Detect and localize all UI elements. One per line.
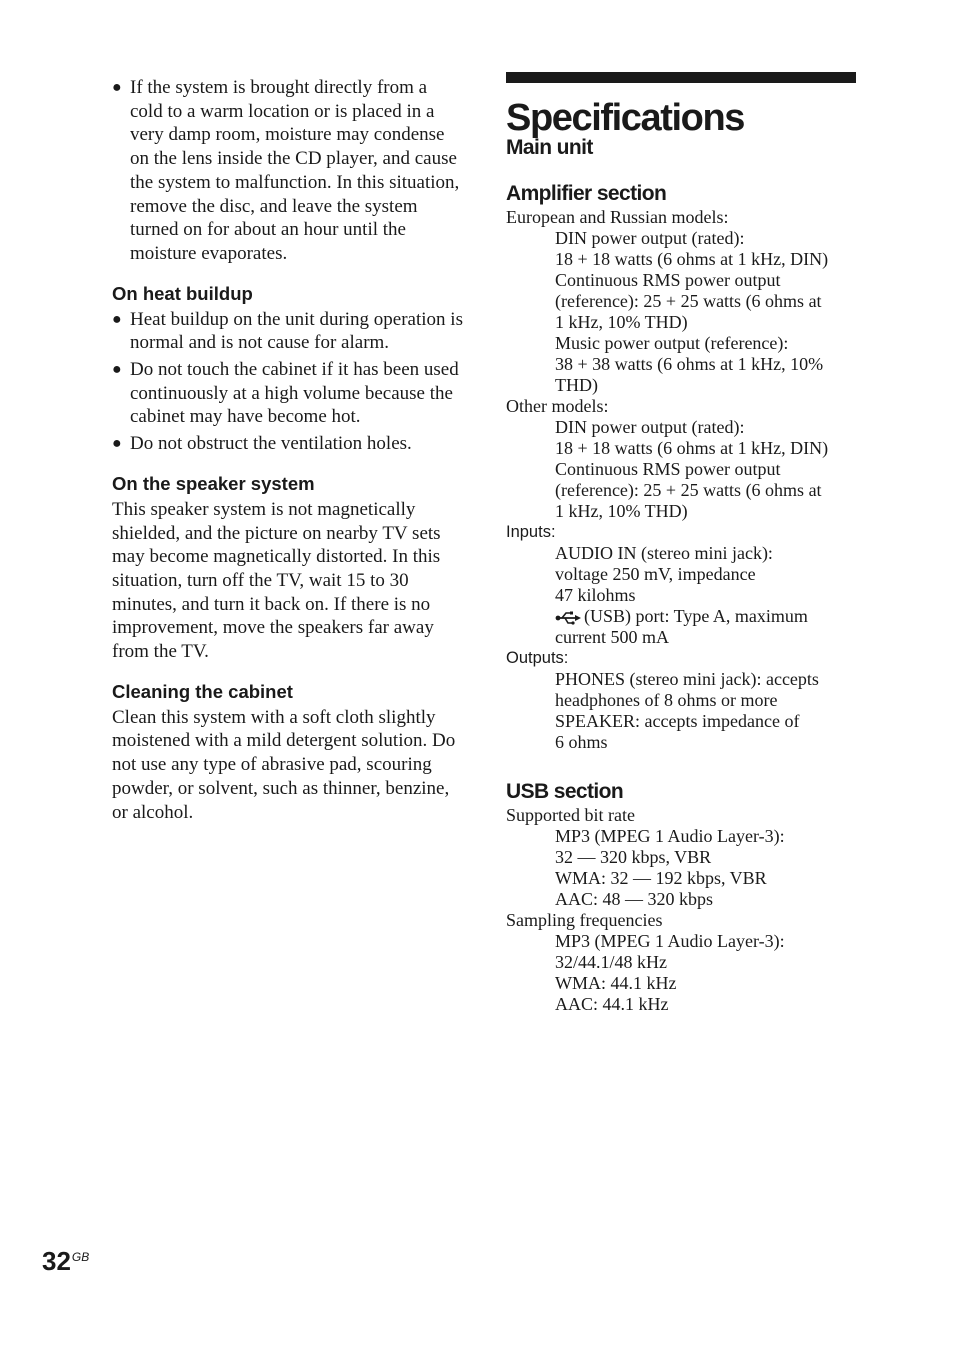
spec-line: PHONES (stereo mini jack): accepts [555,669,819,689]
spec-line: 38 + 38 watts (6 ohms at 1 kHz, 10% [555,354,824,374]
spec-line: 18 + 18 watts (6 ohms at 1 kHz, DIN) [555,249,829,269]
heading-cleaning-cabinet: Cleaning the cabinet [112,680,293,702]
outputs-specs [506,669,858,753]
spec-line: 47 kilohms [555,585,636,605]
bullet-heat-1 [112,308,464,355]
spec-line: DIN power output (rated): [555,417,745,437]
label-outputs: Outputs: [506,649,569,667]
heading-usb-section: USB section [506,780,624,803]
inputs-specs [506,543,858,648]
spec-line: 32/44.1/48 kHz [555,952,667,972]
spec-line: headphones of 8 ohms or more [555,690,778,710]
spec-line: Continuous RMS power output [555,270,781,290]
spec-line: SPEAKER: accepts impedance of [555,711,800,731]
label-inputs: Inputs: [506,523,556,541]
bullet-dot: ● [112,435,122,453]
spec-line: WMA: 44.1 kHz [555,973,677,993]
spec-line: 18 + 18 watts (6 ohms at 1 kHz, DIN) [555,438,829,458]
spec-line: MP3 (MPEG 1 Audio Layer-3): [555,931,785,951]
bullet-dot: ● [112,79,122,96]
spec-line: AAC: 48 — 320 kbps [555,889,714,909]
spec-line: 6 ohms [555,732,608,752]
bullet-text: Do not touch the cabinet if it has been used continuously at a high volume because the cabinet may have become hot. [130,359,459,428]
european-specs [506,228,858,396]
title-rule [506,72,856,83]
spec-line: WMA: 32 — 192 kbps, VBR [555,868,767,888]
right-column [506,72,858,1015]
paragraph-cleaning-cabinet: Clean this system with a soft cloth slightly moistened with a mild detergent solution. Do not use any type of abrasive pad, scouring powder, or solvent, such as thinner, benzine, or alcohol. [112,706,456,823]
page-suffix: GB [71,1250,90,1264]
spec-line: (reference): 25 + 25 watts (6 ohms at [555,480,822,500]
bullet-dot: ● [112,361,122,379]
bullet-text: If the system is brought directly from a cold to a warm location or is placed in a very damp room, moisture may condense on the lens inside the CD player, and cause the system to malfunction. In this situation, remove the disc, and leave the system turned on for about an hour until the moisture evaporates. [130,77,460,264]
spec-line: AUDIO IN (stereo mini jack): [555,543,773,563]
spec-line: Continuous RMS power output [555,459,781,479]
left-column [112,76,464,824]
label-bit-rate: Supported bit rate [506,805,635,825]
heading-amplifier-section: Amplifier section [506,182,667,205]
spec-line: voltage 250 mV, impedance [555,564,756,584]
heading-heat-buildup: On heat buildup [112,282,253,304]
spec-line: 1 kHz, 10% THD) [555,312,688,332]
paragraph-speaker-system: This speaker system is not magnetically shielded, and the picture on nearby TV sets may become magnetically distorted. In this situation, turn off the TV, wait 15 to 30 minutes, and turn it back on. If there is no improvement, move the speakers far away from the TV. [112,498,441,663]
bullet-condensation [112,76,464,266]
bullet-dot: ● [112,310,122,328]
bullet-heat-2 [112,358,464,429]
spec-line: MP3 (MPEG 1 Audio Layer-3): [555,826,785,846]
spec-line: THD) [555,375,598,395]
spec-line-usb-port: (USB) port: Type A, maximum [555,606,858,627]
sampling-specs [506,931,858,1015]
spec-line: Music power output (reference): [555,333,789,353]
label-european-models: European and Russian models: [506,207,729,227]
other-specs [506,417,858,522]
bullet-heat-3 [112,432,464,456]
spec-line: 1 kHz, 10% THD) [555,501,688,521]
spec-line: (reference): 25 + 25 watts (6 ohms at [555,291,822,311]
usb-icon [555,611,581,625]
bitrate-specs [506,826,858,910]
subheading-main-unit: Main unit [506,136,593,159]
spec-line: DIN power output (rated): [555,228,745,248]
spec-line: 32 — 320 kbps, VBR [555,847,712,867]
spec-line: AAC: 44.1 kHz [555,994,669,1014]
page-number: $32^{GB}$ [42,1246,90,1276]
label-sampling-frequencies: Sampling frequencies [506,910,663,930]
label-other-models: Other models: [506,396,609,416]
heading-speaker-system: On the speaker system [112,472,315,494]
bullet-text: Do not obstruct the ventilation holes. [130,433,412,455]
spec-line: current 500 mA [555,627,669,647]
page-title: Specifications [506,97,745,139]
bullet-text: Heat buildup on the unit during operation is normal and is not cause for alarm. [130,308,463,354]
